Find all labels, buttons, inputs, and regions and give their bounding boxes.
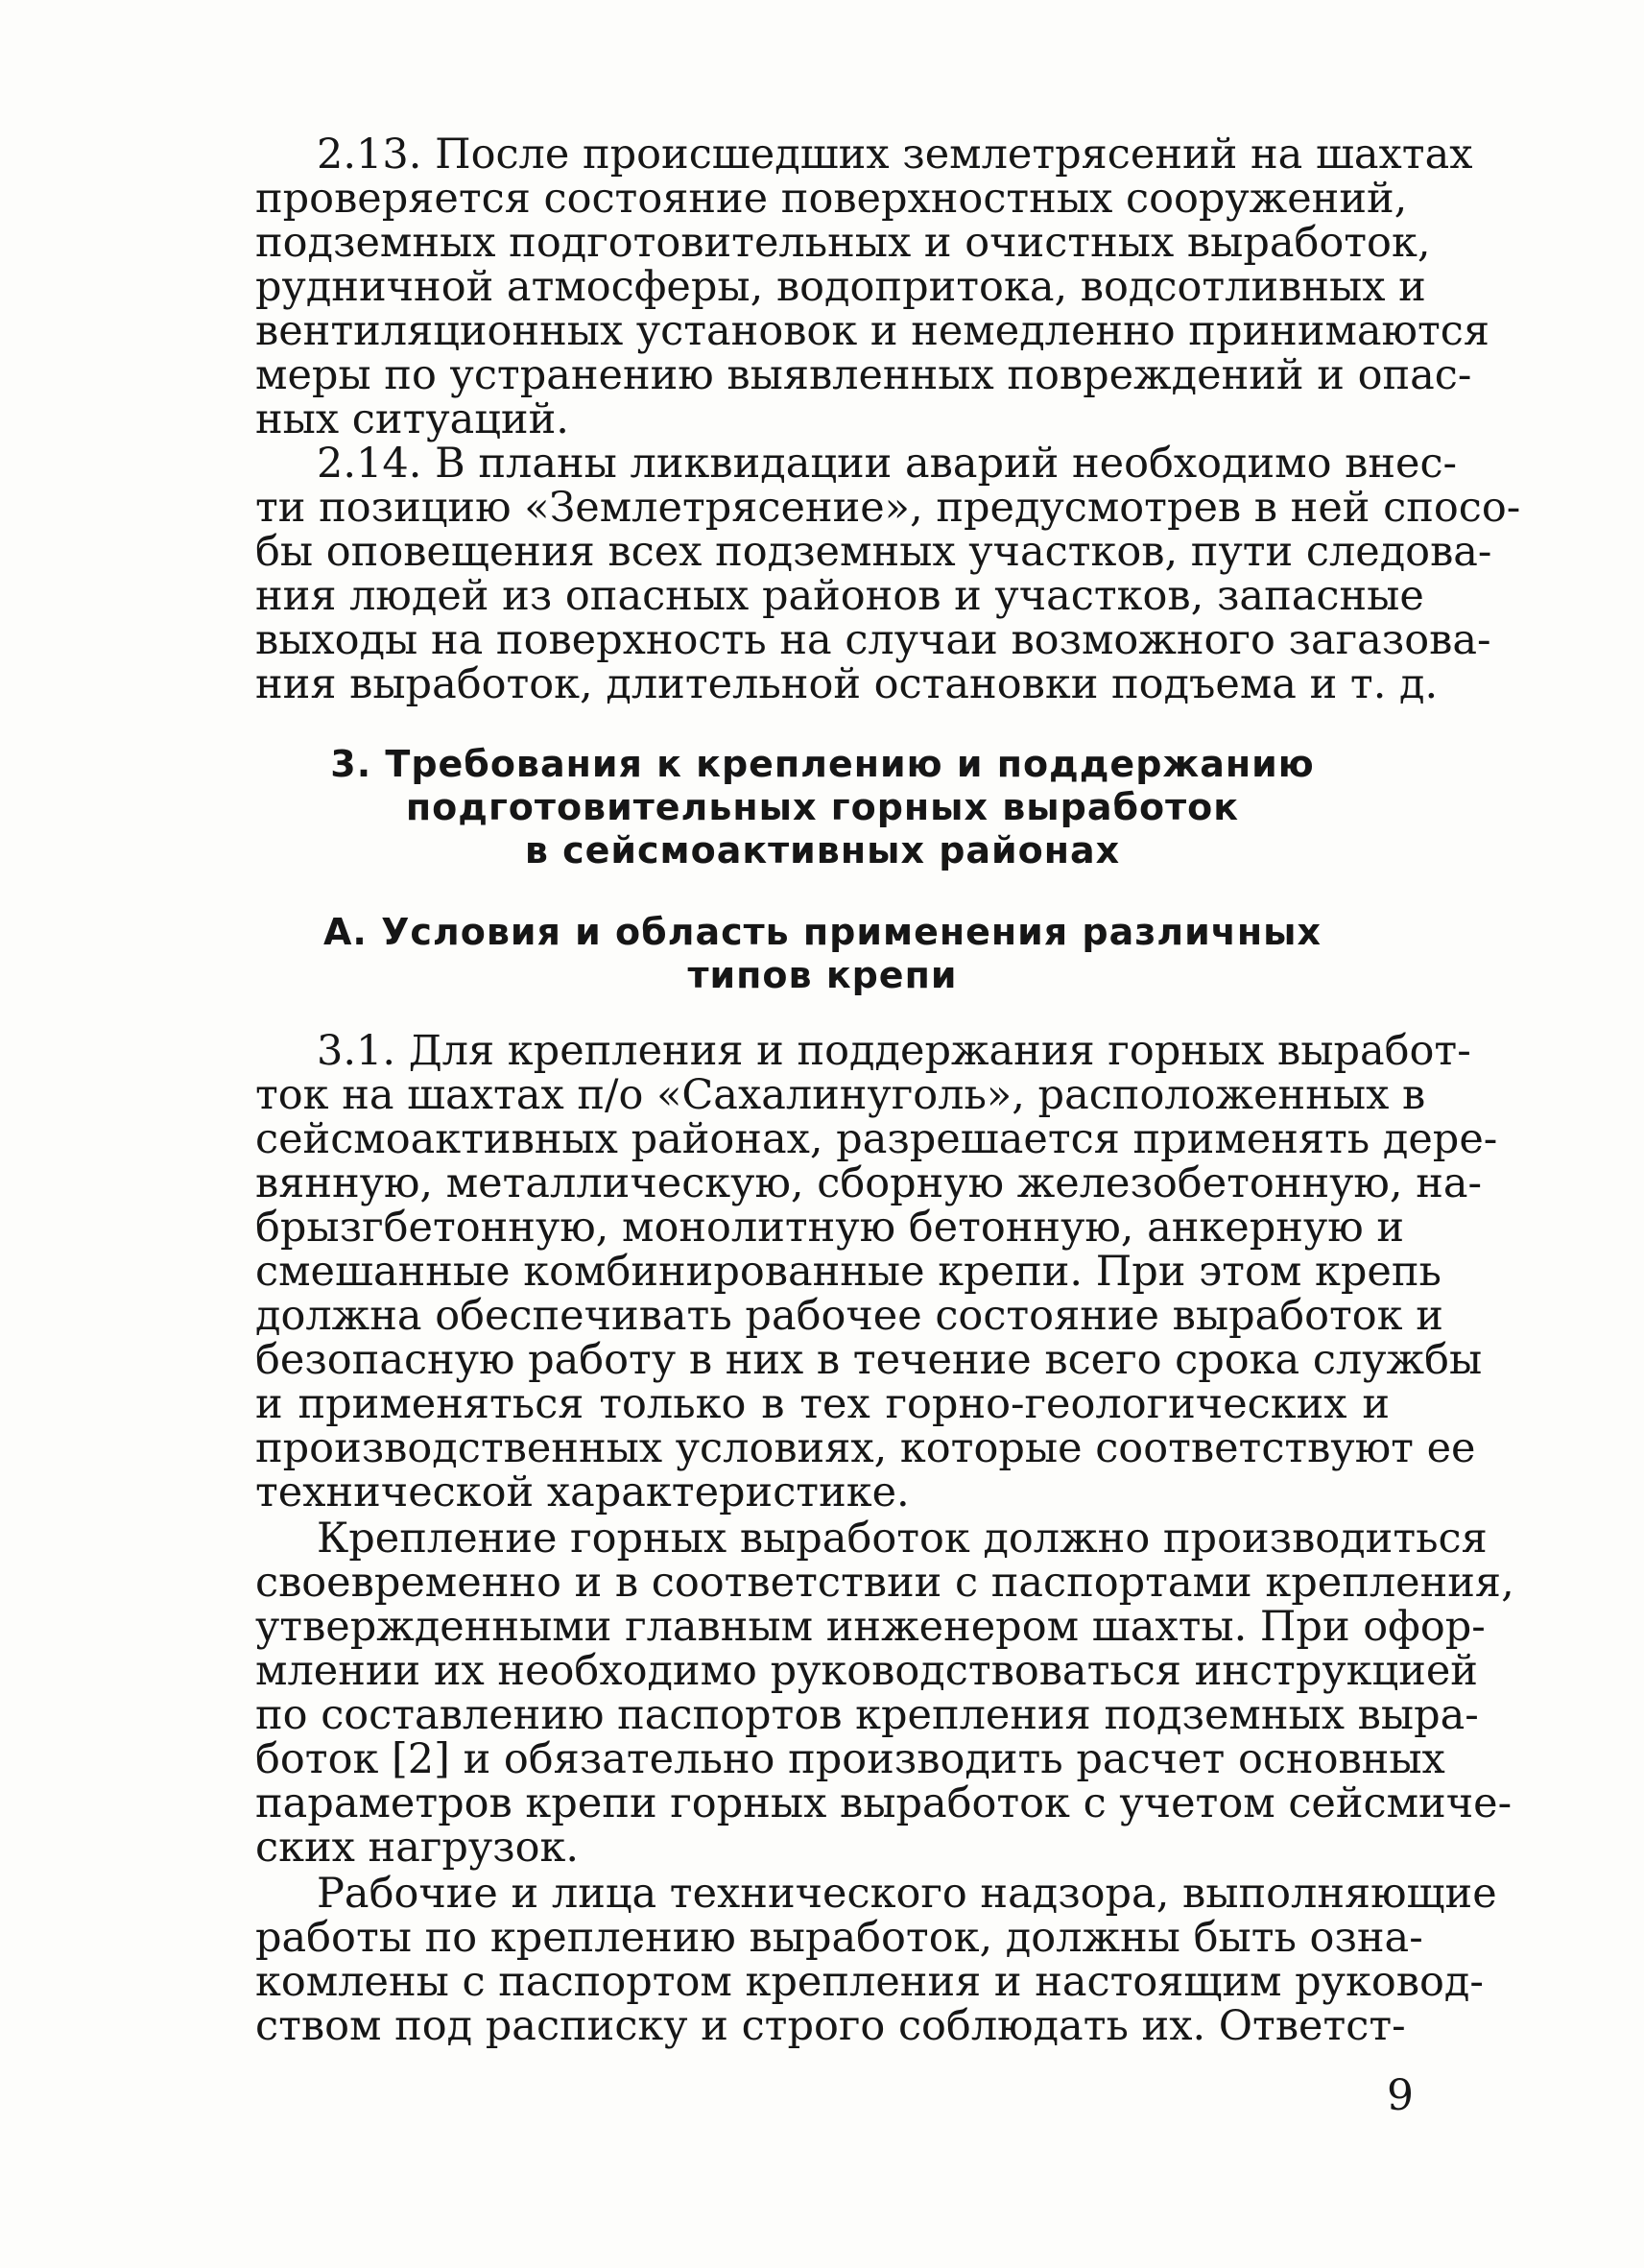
text-line: брызгбетонную, монолитную бетонную, анкерную и: [255, 1204, 1405, 1252]
text-line: работы по креплению выработок, должны быть озна-: [255, 1914, 1423, 1962]
text-line: меры по устранению выявленных повреждений и опас-: [255, 351, 1472, 399]
text-line: млении их необходимо руководствоваться инструкцией: [255, 1647, 1478, 1695]
text-line: параметров крепи горных выработок с учетом сейсмиче-: [255, 1779, 1513, 1827]
text-line: и применяться только в тех горно-геологических и: [255, 1380, 1390, 1428]
text-line: 3.1. Для крепления и поддержания горных выработ-: [317, 1027, 1471, 1075]
text-line: должна обеспечивать рабочее состояние выработок и: [255, 1292, 1443, 1340]
text-line: проверяется состояние поверхностных сооружений,: [255, 175, 1408, 223]
text-line: подземных подготовительных и очистных выработок,: [255, 219, 1431, 267]
text-line: смешанные комбинированные крепи. При этом крепь: [255, 1248, 1441, 1296]
text-line: ством под расписку и строго соблюдать их. Ответст-: [255, 2002, 1406, 2050]
section-heading: подготовительных горных выработок: [405, 786, 1240, 828]
section-heading: в сейсмоактивных районах: [524, 829, 1121, 871]
page-number: 9: [1387, 2071, 1414, 2120]
text-line: утвержденными главным инженером шахты. При офор-: [255, 1603, 1486, 1651]
text-line: сейсмоактивных районах, разрешается применять дере-: [255, 1115, 1498, 1163]
text-line: Рабочие и лица технического надзора, выполняющие: [317, 1870, 1497, 1918]
section-heading: 3. Требования к креплению и поддержанию: [330, 743, 1315, 785]
text-line: рудничной атмосферы, водопритока, водсотливных и: [255, 263, 1426, 311]
text-line: выходы на поверхность на случаи возможного загазова-: [255, 616, 1491, 664]
text-line: ных ситуаций.: [255, 395, 569, 443]
subsection-heading: А. Условия и область применения различных: [323, 911, 1322, 953]
text-line: ток на шахтах п/о «Сахалинуголь», расположенных в: [255, 1071, 1426, 1119]
text-line: производственных условиях, которые соответствуют ее: [255, 1424, 1476, 1472]
text-line: ских нагрузок.: [255, 1824, 580, 1872]
text-line: вянную, металлическую, сборную железобетонную, на-: [255, 1159, 1483, 1207]
text-line: ти позицию «Землетрясение», предусмотрев в ней спосо-: [255, 484, 1521, 532]
text-line: 2.13. После происшедших землетрясений на шахтах: [317, 131, 1473, 179]
text-line: ния людей из опасных районов и участков, запасные: [255, 572, 1424, 620]
text-line: ния выработок, длительной остановки подъема и т. д.: [255, 660, 1439, 708]
text-line: технической характеристике.: [255, 1468, 910, 1516]
text-line: боток [2] и обязательно производить расчет основных: [255, 1735, 1445, 1783]
text-line: бы оповещения всех подземных участков, пути следова-: [255, 528, 1492, 576]
text-line: Крепление горных выработок должно производиться: [317, 1515, 1488, 1563]
subsection-heading: типов крепи: [687, 954, 958, 996]
text-line: безопасную работу в них в течение всего срока службы: [255, 1336, 1483, 1384]
text-line: вентиляционных установок и немедленно принимаются: [255, 307, 1489, 355]
text-line: по составлению паспортов крепления подземных выра-: [255, 1691, 1479, 1739]
text-line: своевременно и в соответствии с паспортами крепления,: [255, 1559, 1514, 1607]
text-line: комлены с паспортом крепления и настоящим руковод-: [255, 1958, 1484, 2006]
text-line: 2.14. В планы ликвидации аварий необходимо внес-: [317, 440, 1458, 488]
